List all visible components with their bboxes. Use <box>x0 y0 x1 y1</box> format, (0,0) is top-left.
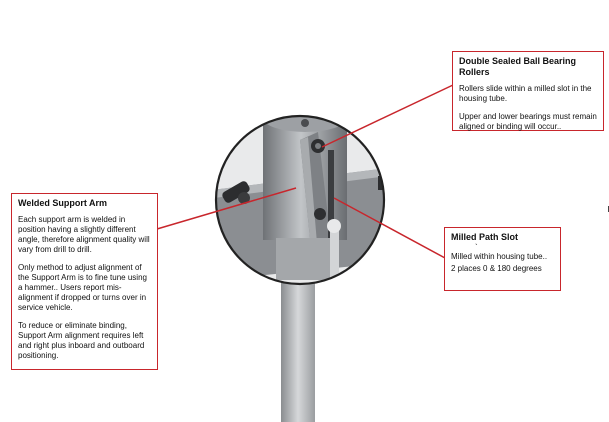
callout-text: Each support arm is welded in position having a slightly different angle, therefore alignment quality will vary from drill to drill. <box>18 215 150 254</box>
callout-bearing-rollers <box>452 51 604 131</box>
callout-title: Welded Support Arm <box>18 198 108 208</box>
callout-text: Milled within housing tube.. <box>451 252 548 261</box>
lower-tube <box>281 270 315 422</box>
callout-text: Only method to adjust alignment of the Support Arm is to fine tune using a hammer.. Users report mis-alignment if dropped or turns over in service vehicle. <box>18 263 147 312</box>
bearing-roller-lower <box>314 208 326 220</box>
callout-milled-slot <box>444 227 561 291</box>
leader-line-bearing <box>322 85 453 147</box>
callout-text: Upper and lower bearings must remain aligned or binding will occur.. <box>459 112 597 131</box>
callout-support-arm <box>11 193 158 370</box>
callout-text: Rollers slide within a milled slot in the housing tube. <box>459 84 592 103</box>
magnified-view <box>200 104 400 290</box>
stray-mark: ` <box>475 243 478 252</box>
callout-text: 2 places 0 & 180 degrees <box>451 264 542 273</box>
callout-text: To reduce or eliminate binding, Support Arm alignment requires left and right plus inboard and outboard positioning. <box>18 321 145 360</box>
callout-title: Double Sealed Ball Bearing Rollers <box>459 56 577 77</box>
callout-title: Milled Path Slot <box>451 232 519 242</box>
